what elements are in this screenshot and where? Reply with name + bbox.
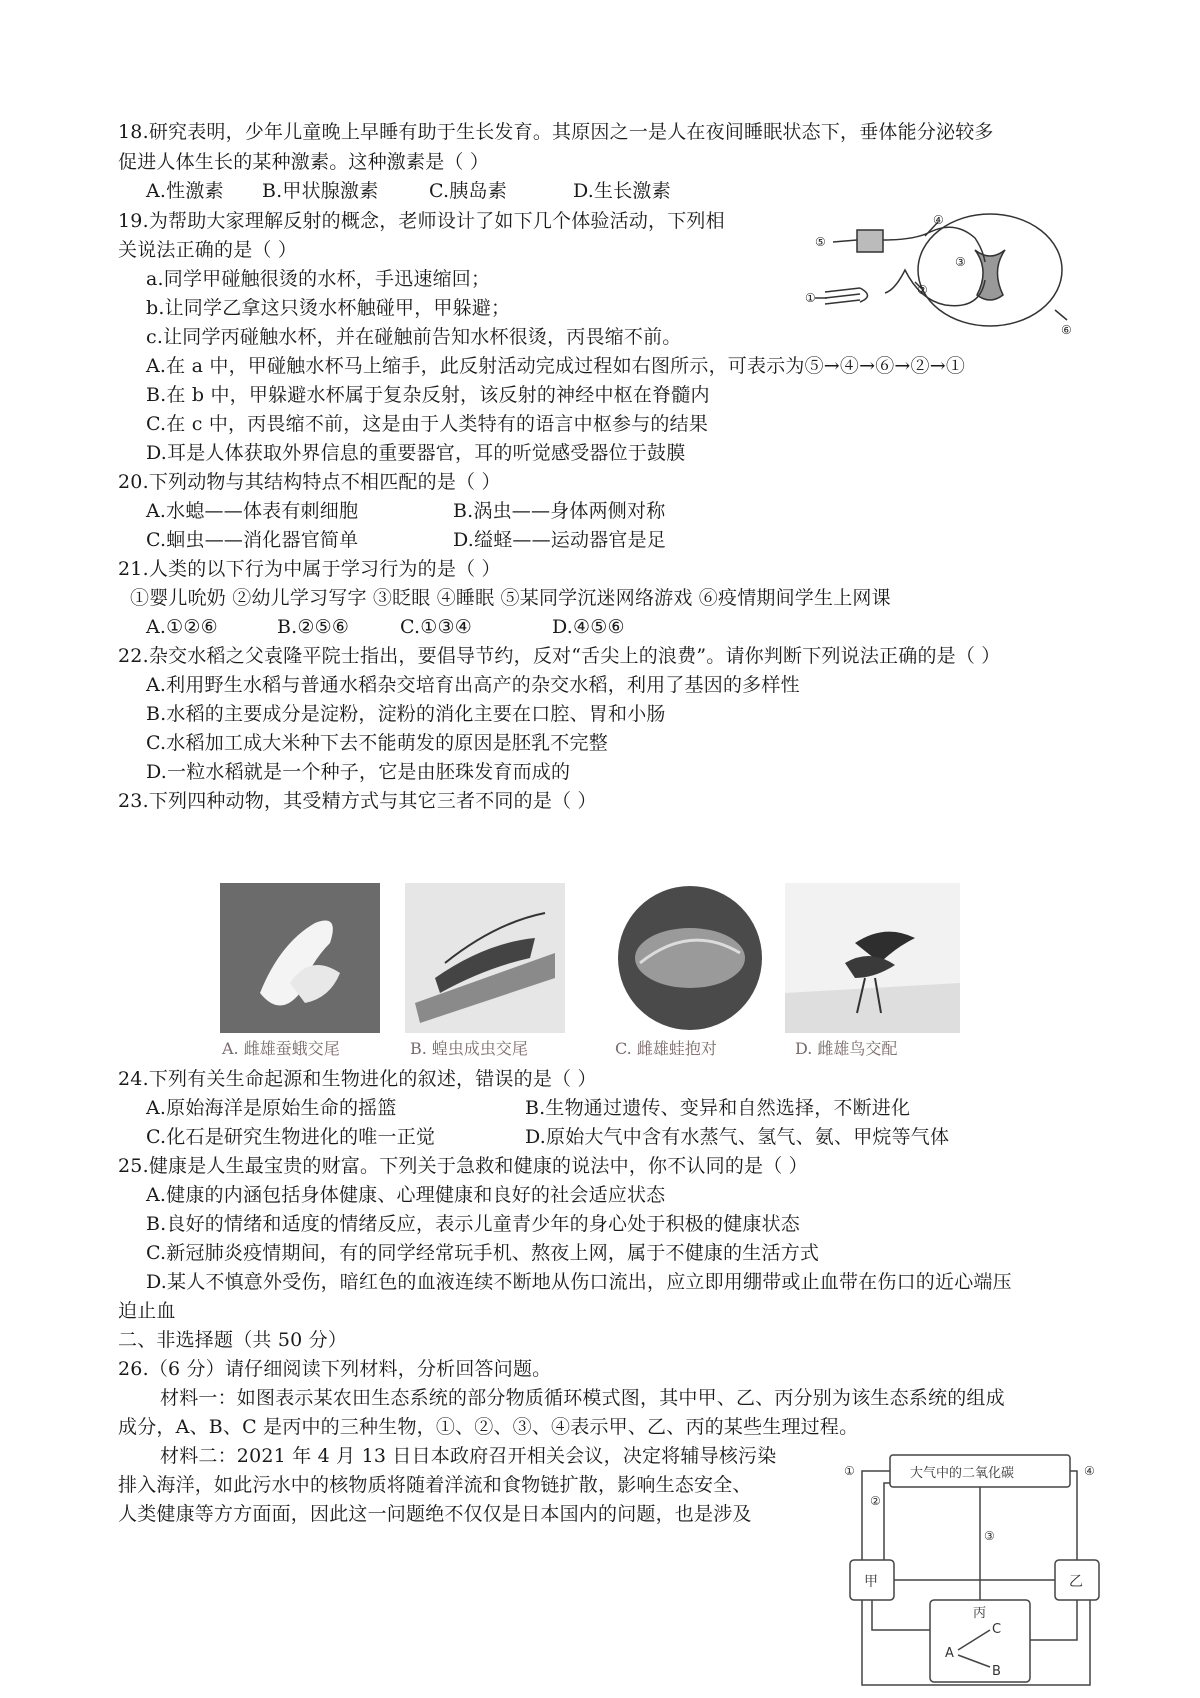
q26-material1-cont: 成分，A、B、C 是丙中的三种生物，①、②、③、④表示甲、乙、丙的某些生理过程。 xyxy=(118,1416,859,1438)
q20-option-d: D.缢蛏——运动器官是足 xyxy=(453,529,666,551)
q26-material2-cont1: 排入海洋，如此污水中的核物质将随着洋流和食物链扩散，影响生态安全、 xyxy=(118,1474,752,1496)
reflex-label-2: ② xyxy=(917,283,928,297)
q25-option-a: A.健康的内涵包括身体健康、心理健康和良好的社会适应状态 xyxy=(146,1184,666,1206)
bing-label: 丙 xyxy=(973,1606,987,1621)
q26-stem: 26.（6 分）请仔细阅读下列材料，分析回答问题。 xyxy=(118,1358,552,1380)
organism-c-label: C xyxy=(992,1622,1002,1637)
q21-option-d: D.④⑤⑥ xyxy=(552,616,625,638)
q24-stem: 24.下列有关生命起源和生物进化的叙述，错误的是（ ） xyxy=(118,1068,597,1090)
q19-option-c: C.在 c 中，丙畏缩不前，这是由于人类特有的语言中枢参与的结果 xyxy=(146,413,709,435)
caption-d: D. 雌雄鸟交配 xyxy=(795,1039,898,1058)
q22-option-b: B.水稻的主要成分是淀粉，淀粉的消化主要在口腔、胃和小肠 xyxy=(146,703,666,725)
reflex-label-1: ① xyxy=(805,291,816,305)
section-title: 二、非选择题（共 50 分） xyxy=(118,1329,348,1351)
reflex-label-5: ⑤ xyxy=(815,235,826,249)
q21-option-b: B.②⑤⑥ xyxy=(277,616,350,638)
q22-stem: 22.杂交水稻之父袁隆平院士指出，要倡导节约，反对“舌尖上的浪费”。请你判断下列说法正确的是（ ） xyxy=(118,645,1001,667)
q25-stem: 25.健康是人生最宝贵的财富。下列关于急救和健康的说法中，你不认同的是（ ） xyxy=(118,1155,808,1177)
q21-items: ①婴儿吮奶 ②幼儿学习写字 ③眨眼 ④睡眠 ⑤某同学沉迷网络游戏 ⑥疫情期间学生上网课 xyxy=(130,587,891,609)
q18-option-d: D.生长激素 xyxy=(573,180,671,202)
q20-option-b: B.涡虫——身体两侧对称 xyxy=(453,500,666,522)
q25-option-c: C.新冠肺炎疫情期间，有的同学经常玩手机、熬夜上网，属于不健康的生活方式 xyxy=(146,1242,820,1264)
co2-label: 大气中的二氧化碳 xyxy=(910,1466,1015,1481)
q19-option-d: D.耳是人体获取外界信息的重要器官，耳的听觉感受器位于鼓膜 xyxy=(146,442,686,464)
q21-option-c: C.①③④ xyxy=(400,616,472,638)
q18-option-c: C.胰岛素 xyxy=(429,180,507,202)
q24-option-b: B.生物通过遗传、变异和自然选择，不断进化 xyxy=(525,1097,911,1119)
q18-stem: 18.研究表明，少年儿童晚上早睡有助于生长发育。其原因之一是人在夜间睡眠状态下，垂体能分泌较多 xyxy=(118,121,994,143)
q19-activity-c: c.让同学丙碰触水杯，并在碰触前告知水杯很烫，丙畏缩不前。 xyxy=(146,326,682,348)
photo-locust-mating xyxy=(405,883,565,1033)
yi-label: 乙 xyxy=(1069,1574,1083,1590)
reflex-label-6: ⑥ xyxy=(1061,323,1072,337)
q18-option-b: B.甲状腺激素 xyxy=(262,180,379,202)
process-2-label: ② xyxy=(870,1494,881,1508)
reflex-label-3: ③ xyxy=(955,255,966,269)
q22-option-d: D.一粒水稻就是一个种子，它是由胚珠发育而成的 xyxy=(146,761,571,783)
q19-activity-a: a.同学甲碰触很烫的水杯，手迅速缩回； xyxy=(146,268,491,290)
reflex-label-4: ④ xyxy=(933,213,944,227)
q21-option-a: A.①②⑥ xyxy=(146,616,218,638)
q22-option-c: C.水稻加工成大米种下去不能萌发的原因是胚乳不完整 xyxy=(146,732,608,754)
q23-stem: 23.下列四种动物，其受精方式与其它三者不同的是（ ） xyxy=(118,790,597,812)
q19-stem-cont: 关说法正确的是（ ） xyxy=(118,239,298,261)
q26-material2: 材料二：2021 年 4 月 13 日日本政府召开相关会议，决定将辅导核污染 xyxy=(160,1445,777,1467)
photo-bird-mating xyxy=(785,883,960,1033)
organism-a-label: A xyxy=(945,1646,954,1661)
q20-option-c: C.蛔虫——消化器官简单 xyxy=(146,529,359,551)
q19-stem: 19.为帮助大家理解反射的概念，老师设计了如下几个体验活动，下列相 xyxy=(118,210,725,232)
q26-material1: 材料一：如图表示某农田生态系统的部分物质循环模式图，其中甲、乙、丙分别为该生态系统的组成 xyxy=(160,1387,1005,1409)
q25-option-d-cont: 迫止血 xyxy=(118,1300,176,1322)
q22-option-a: A.利用野生水稻与普通水稻杂交培育出高产的杂交水稻，利用了基因的多样性 xyxy=(146,674,800,696)
q24-option-a: A.原始海洋是原始生命的摇篮 xyxy=(146,1097,397,1119)
q25-option-b: B.良好的情绪和适度的情绪反应，表示儿童青少年的身心处于积极的健康状态 xyxy=(146,1213,801,1235)
process-4-label: ④ xyxy=(1084,1464,1095,1478)
q26-material2-cont2: 人类健康等方方面面，因此这一问题绝不仅仅是日本国内的问题，也是涉及 xyxy=(118,1503,752,1525)
caption-a: A. 雌雄蚕蛾交尾 xyxy=(222,1039,340,1058)
caption-b: B. 蝗虫成虫交尾 xyxy=(410,1039,528,1058)
q19-option-a: A.在 a 中，甲碰触水杯马上缩手，此反射活动完成过程如右图所示，可表示为⑤→④→⑥→②→① xyxy=(146,355,966,377)
process-3-label: ③ xyxy=(984,1529,995,1543)
jia-label: 甲 xyxy=(864,1574,878,1590)
organism-b-label: B xyxy=(992,1664,1001,1679)
q20-option-a: A.水螅——体表有刺细胞 xyxy=(146,500,359,522)
photo-silkmoth-mating xyxy=(220,883,380,1033)
q25-option-d: D.某人不慎意外受伤，暗红色的血液连续不断地从伤口流出，应立即用绷带或止血带在伤口的近心端压 xyxy=(146,1271,1012,1293)
q21-stem: 21.人类的以下行为中属于学习行为的是（ ） xyxy=(118,558,501,580)
q19-option-b: B.在 b 中，甲躲避水杯属于复杂反射，该反射的神经中枢在脊髓内 xyxy=(146,384,710,406)
caption-c: C. 雌雄蛙抱对 xyxy=(615,1039,717,1058)
q18-stem-cont: 促进人体生长的某种激素。这种激素是（ ） xyxy=(118,151,490,173)
q24-option-d: D.原始大气中含有水蒸气、氢气、氨、甲烷等气体 xyxy=(525,1126,950,1148)
q24-option-c: C.化石是研究生物进化的唯一正觉 xyxy=(146,1126,436,1148)
reflex-arc-diagram xyxy=(805,210,1075,340)
process-1-label: ① xyxy=(844,1464,855,1478)
q18-option-a: A.性激素 xyxy=(146,180,224,202)
q19-activity-b: b.让同学乙拿这只烫水杯触碰甲，甲躲避； xyxy=(146,297,511,319)
photo-frog-amplexus xyxy=(610,883,770,1033)
carbon-cycle-diagram xyxy=(840,1445,1120,1690)
q20-stem: 20.下列动物与其结构特点不相匹配的是（ ） xyxy=(118,471,501,493)
